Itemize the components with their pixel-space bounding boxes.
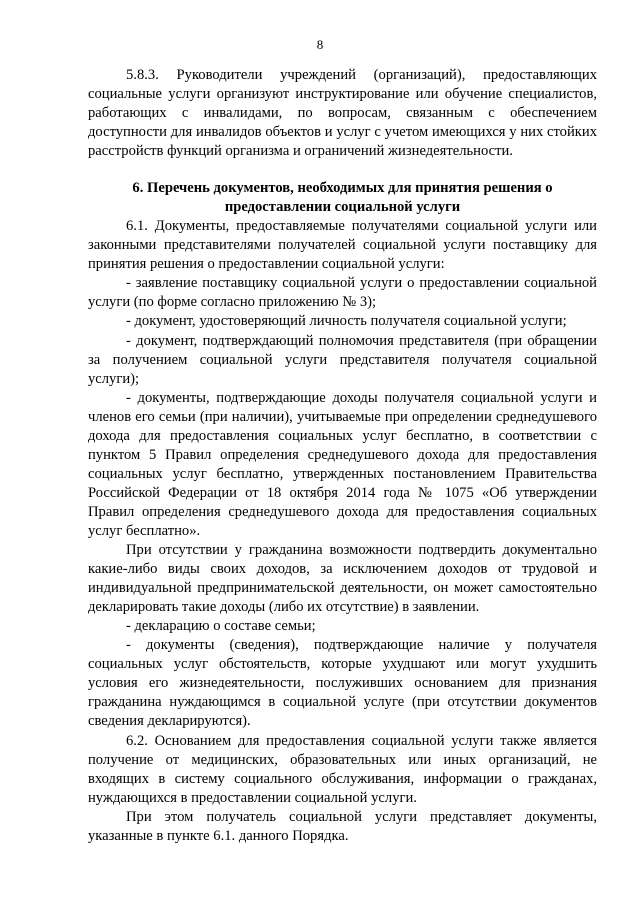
list-item-representative-authority: - документ, подтверждающий полномочия представителя (при обращении за получением социальной услуги представителя получателя социальной услуги); — [88, 332, 597, 387]
list-item-family-declaration: - декларацию о составе семьи; — [126, 618, 316, 635]
list-item-circumstances-documents: - документы (сведения), подтверждающие наличие у получателя социальных услуг обстоятельств, которые ухудшают или могут ухудшить условия его жизнедеятельности, послуживших основанием для признания гражданина нуждающимся в социальной услуге (при отсутствии документов сведения декларируются). — [88, 637, 597, 730]
section-heading-line-2: предоставлении социальной услуги — [224, 199, 461, 216]
section-heading-line-1: 6. Перечень документов, необходимых для принятия решения о — [132, 180, 553, 197]
paragraph-6-1: 6.1. Документы, предоставляемые получателями социальной услуги или законными представителями получателей социальной услуги поставщику для принятия решения о предоставлении социальной услуги: — [88, 218, 597, 273]
paragraph-closing: При этом получатель социальной услуги представляет документы, указанные в пункте 6.1. данного Порядка. — [88, 808, 597, 844]
list-item-income-documents: - документы, подтверждающие доходы получателя социальной услуги и членов его семьи (при наличии), учитываемые при определении среднедушевого дохода для предоставления социальных услуг бесплатно, в соответствии с пунктом 5 Правил определения среднедушевого дохода для предоставления социальных услуг бесплатно, утвержденных постановлением Правительства Российской Федерации от 18 октября 2014 года № 1075 «Об утверждении Правил определения среднедушевого дохода для предоставления социальных услуг бесплатно». — [88, 389, 597, 539]
document-body — [88, 66, 597, 846]
page-number: 8 — [316, 37, 324, 52]
list-item-application: - заявление поставщику социальной услуги о предоставлении социальной услуги (по форме согласно приложению № 3); — [88, 275, 597, 311]
list-item-identity-document: - документ, удостоверяющий личность получателя социальной услуги; — [126, 313, 567, 330]
paragraph-5-8-3: 5.8.3. Руководители учреждений (организаций), предоставляющих социальные услуги организуют инструктирование или обучение специалистов, работающих с инвалидами, по вопросам, связанным с обеспечением доступности для инвалидов объектов и услуг с учетом имеющихся у них стойких расстройств функций организма и ограничений жизнедеятельности. — [88, 67, 597, 160]
section-heading — [88, 179, 597, 217]
paragraph-6-2: 6.2. Основанием для предоставления социальной услуги также является получение от медицинских, образовательных или иных организаций, не входящих в систему социального обслуживания, информации о гражданах, нуждающихся в предоставлении социальной услуги. — [88, 732, 597, 806]
paragraph-income-declaration: При отсутствии у гражданина возможности подтвердить документально какие-либо виды своих доходов, за исключением доходов от трудовой и индивидуальной предпринимательской деятельности, он может самостоятельно декларировать такие доходы (либо их отсутствие) в заявлении. — [88, 542, 597, 616]
